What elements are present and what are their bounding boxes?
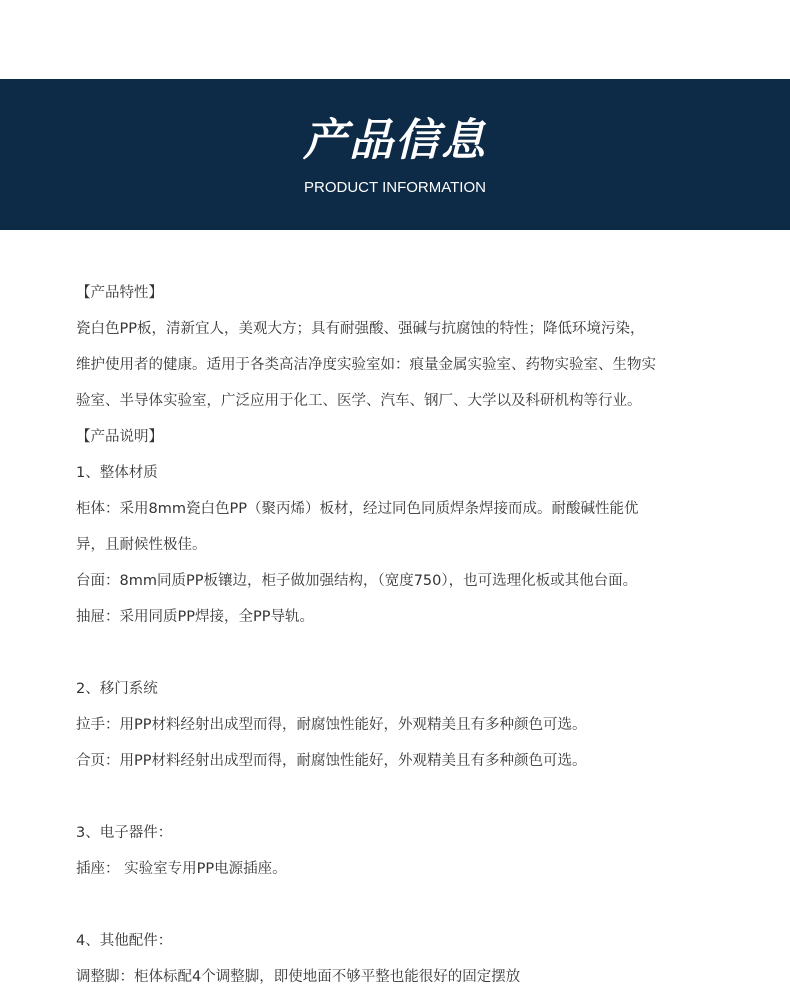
spacer (76, 635, 736, 671)
material-line: 柜体：采用8mm瓷白色PP（聚丙烯）板材，经过同色同质焊条焊接而成。耐酸碱性能优 (76, 501, 639, 517)
features-line: 瓷白色PP板，清新宜人，美观大方；具有耐强酸、强碱与抗腐蚀的特性；降低环境污染， (76, 321, 645, 337)
section-title-electronics: 3、电子器件： (76, 825, 173, 841)
material-line: 抽屉：采用同质PP焊接，全PP导轨。 (76, 609, 314, 625)
features-heading: 【产品特性】 (76, 285, 163, 301)
description-heading: 【产品说明】 (76, 429, 163, 445)
electronics-line: 插座： 实验室专用PP电源插座。 (76, 861, 287, 877)
section-title-material: 1、整体材质 (76, 465, 158, 481)
page-subtitle: PRODUCT INFORMATION (304, 179, 486, 196)
product-info-content (76, 275, 736, 995)
material-line: 台面：8mm同质PP板镶边，柜子做加强结构，（宽度750），也可选理化板或其他台面。 (76, 573, 638, 589)
features-line: 验室、半导体实验室，广泛应用于化工、医学、汽车、钢厂、大学以及科研机构等行业。 (76, 393, 642, 409)
page-title: 产品信息 (303, 115, 487, 166)
material-line: 异，且耐候性极佳。 (76, 537, 207, 553)
features-line: 维护使用者的健康。适用于各类高洁净度实验室如：痕量金属实验室、药物实验室、生物实 (76, 357, 656, 373)
section-title-sliding-door: 2、移门系统 (76, 681, 158, 697)
accessories-line: 调整脚：柜体标配4个调整脚，即使地面不够平整也能很好的固定摆放 (76, 969, 521, 985)
spacer (76, 779, 736, 815)
sliding-door-line: 拉手：用PP材料经射出成型而得，耐腐蚀性能好，外观精美且有多种颜色可选。 (76, 717, 587, 733)
sliding-door-line: 合页：用PP材料经射出成型而得，耐腐蚀性能好，外观精美且有多种颜色可选。 (76, 753, 587, 769)
spacer (76, 887, 736, 923)
section-title-accessories: 4、其他配件： (76, 933, 173, 949)
header-banner (0, 79, 790, 230)
